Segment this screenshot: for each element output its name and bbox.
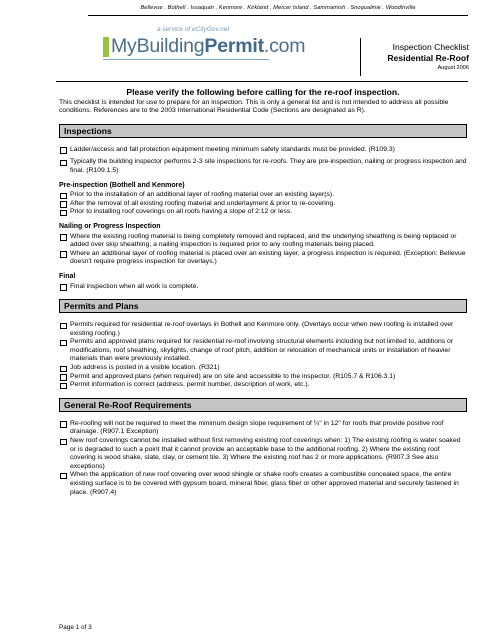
- section-inspections-header: Inspections: [59, 124, 467, 138]
- checklist-item: Re-roofing will not be required to meet the minimum design slope requirement of ¼" in 12" for roofs that provide positive roof drainage. (R907.1 Exception): [59, 420, 467, 437]
- checklist-item: Permit and approved plans (when required) are on site and accessible to the inspector. (R105.7 & R106.3.1): [59, 373, 467, 382]
- checkbox-icon[interactable]: [60, 323, 67, 330]
- checklist-item: When the application of new roof covering over wood shingle or shake roofs creates a combustible concealed space, the entire existing surface is to be covered with gypsum board, mineral fiber, glass fiber or other approved material and securely fastened in place. (R907.4): [59, 471, 467, 497]
- checkbox-icon[interactable]: [60, 251, 67, 258]
- section-permits-header: Permits and Plans: [59, 299, 467, 313]
- city-list: Bellevue . Bothell . Issaquah . Kenmore . Kirkland . Mercer Island . Sammamish . Snoqualmie . Woodinville: [88, 5, 468, 16]
- document-body: [59, 88, 467, 497]
- checkbox-icon[interactable]: [60, 160, 67, 167]
- doc-date: August 2006: [437, 65, 469, 71]
- header-divider: [56, 81, 468, 82]
- pre-inspection-heading: Pre-inspection (Bothell and Kenmore): [59, 181, 185, 189]
- checkbox-icon[interactable]: [60, 439, 67, 446]
- checklist-item: New roof coverings cannot be installed without first removing existing roof coverings when: 1) The existing roofing is water soaked or is degraded to such a point that it cannot provide an acceptable base to the additional roofing. 2) Where the existing roof covering is wood shake, slate, clay, or cement tile. 3) Where the existing roof has 2 or more applications. (R907.3 See also exceptions): [59, 437, 467, 471]
- final-inspection-heading: Final: [59, 272, 76, 280]
- checkbox-icon[interactable]: [60, 340, 67, 347]
- checkbox-icon[interactable]: [60, 193, 67, 200]
- checklist-item: Permit information is correct (address, permit number, description of work, etc.).: [59, 381, 467, 390]
- checklist-item: Prior to the installation of an additional layer of roofing material over an existing layer(s).: [59, 191, 467, 200]
- checkbox-icon[interactable]: [60, 383, 67, 390]
- checkbox-icon[interactable]: [60, 366, 67, 373]
- logo-wordmark: [111, 35, 305, 58]
- page-number: Page 1 of 3: [59, 624, 92, 631]
- checkbox-icon[interactable]: [60, 374, 67, 381]
- inspections-list: [59, 146, 467, 176]
- checklist-item: Final inspection when all work is complete.: [59, 283, 467, 292]
- mybuildingpermit-logo: [103, 26, 306, 70]
- checkbox-icon[interactable]: [60, 284, 67, 291]
- logo-word-b: Permit: [204, 35, 264, 57]
- checkbox-icon[interactable]: [60, 421, 67, 428]
- nailing-inspection-list: [59, 233, 467, 267]
- permits-list: [59, 321, 467, 390]
- checklist-item: Permits required for residential re-roof overlays in Bothell and Kenmore only. (Overlays occur when new roofing is installed over existing roofing.): [59, 321, 467, 338]
- logo-underline: [103, 59, 269, 60]
- checkbox-icon[interactable]: [60, 210, 67, 217]
- logo-word-c: .com: [263, 35, 306, 57]
- logo-accent-bar: [103, 37, 109, 57]
- intro-paragraph: This checklist is intended for use to prepare for an inspection. This is only a general list and is not intended to address all possible conditions. References are to the 2003 International Residential Code (Sections are designated as R).: [59, 98, 449, 115]
- checklist-item: Prior to installing roof coverings on all roofs having a slope of 2:12 or less.: [59, 208, 467, 217]
- doc-title: Residential Re-Roof: [387, 53, 469, 63]
- checkbox-icon[interactable]: [60, 147, 67, 154]
- checklist-item: Job address is posted in a visible location. (R321): [59, 364, 467, 373]
- main-heading: Please verify the following before calling for the re-roof inspection.: [126, 87, 400, 97]
- pre-inspection-list: [59, 191, 467, 217]
- checklist-item: After the removal of all existing roofing material and underlayment & prior to re-covering.: [59, 200, 467, 209]
- doc-type: Inspection Checklist: [392, 42, 469, 52]
- checklist-item: Ladder/access and fall protection equipment meeting minimum safety standards must be provided. (R109.3): [59, 146, 467, 155]
- final-inspection-list: [59, 283, 467, 292]
- document-title-block: [360, 38, 469, 76]
- checklist-item: Where the existing roofing material is being completely removed and replaced, and the underlying sheathing is being replaced or added over skip sheathing, a nailing inspection is required prior to any roofing materials being placed.: [59, 233, 467, 250]
- checklist-item: Permits and approved plans required for residential re-roof involving structural elements including but not limited to, additions or modifications, roof sheathing, skylights, change of roof pitch, addition or relocation of mechanical units or installation of heavier materials than were previously installed.: [59, 338, 467, 364]
- checkbox-icon[interactable]: [60, 473, 67, 480]
- checklist-item: Where an additional layer of roofing material is placed over an existing layer, a progress inspection is required. (Exception: Bellevue doesn't require progress inspection for overlays.): [59, 250, 467, 267]
- section-general-header: General Re-Roof Requirements: [59, 398, 467, 412]
- checklist-item: Typically the building inspector performs 2-3 site inspections for re-roofs. They are pre-inspection, nailing or progress inspection and final. (R109.1.5): [59, 158, 467, 175]
- logo-tagline: a service of eCityGov.net: [157, 26, 230, 33]
- checkbox-icon[interactable]: [60, 201, 67, 208]
- checkbox-icon[interactable]: [60, 234, 67, 241]
- logo-word-a: MyBuilding: [111, 35, 205, 57]
- nailing-inspection-heading: Nailing or Progress Inspection: [59, 222, 161, 230]
- general-list: [59, 420, 467, 497]
